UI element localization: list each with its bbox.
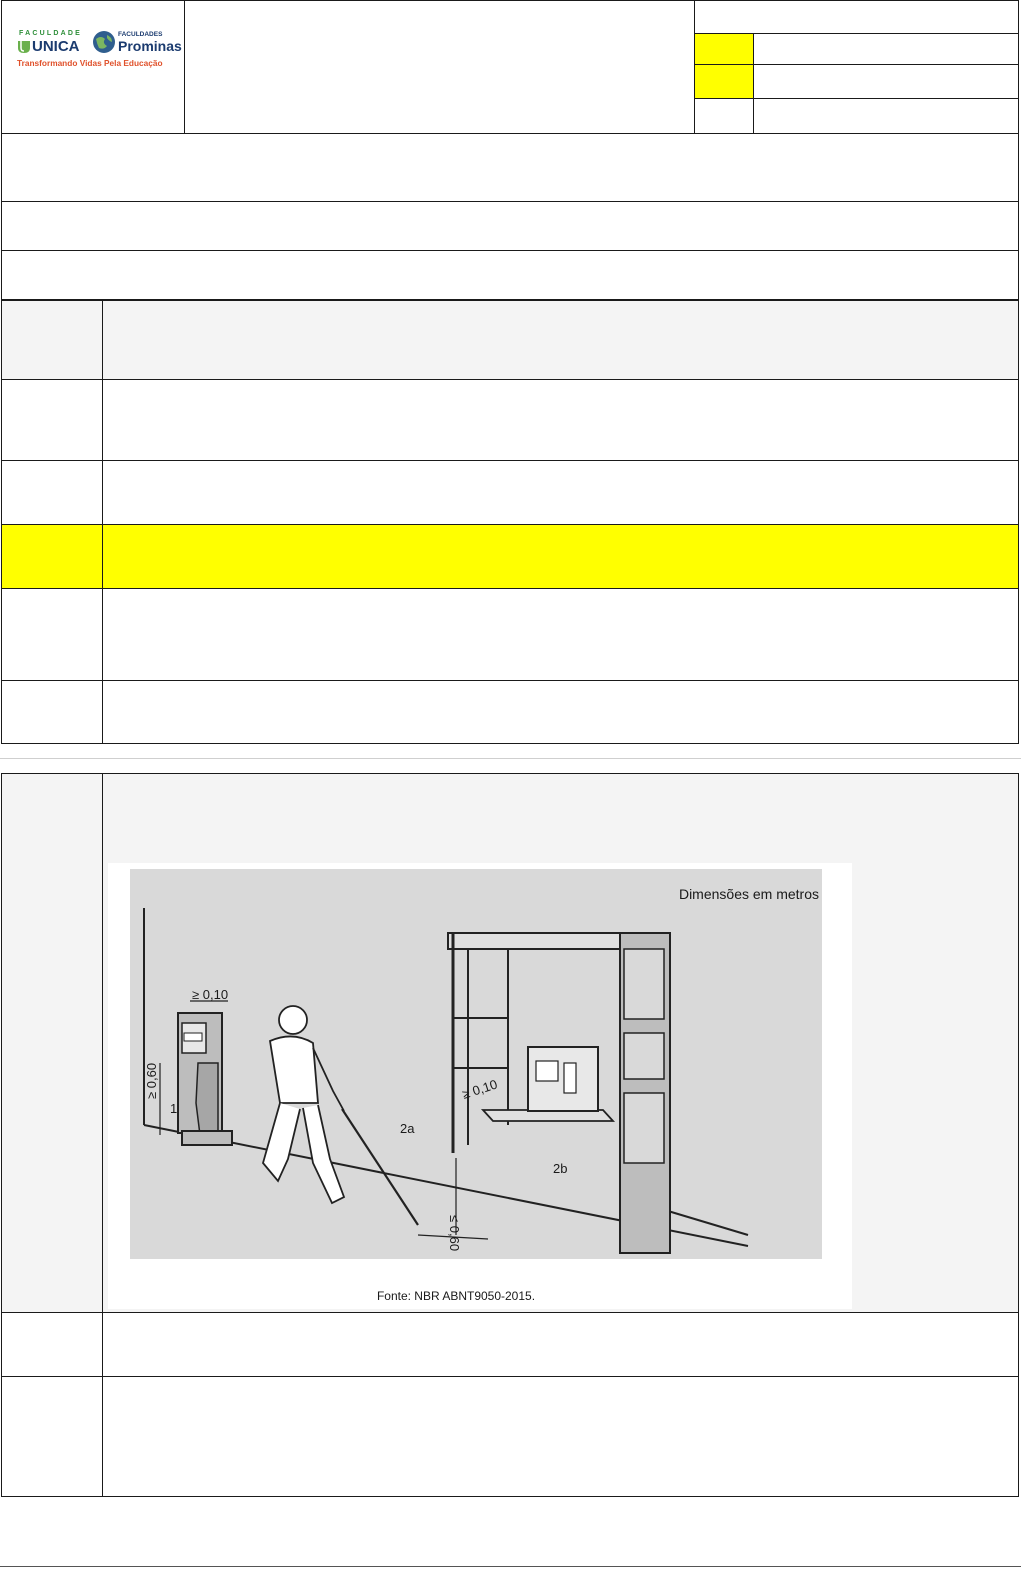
globe-icon [92, 30, 116, 54]
figure-label-2b: 2b [553, 1161, 568, 1176]
q2-option-b-text [103, 1377, 1019, 1497]
course-row [1, 134, 1019, 202]
logo-faculdade-text: FACULDADE [19, 30, 82, 37]
q1-option-b-text [103, 461, 1019, 525]
info-row-top [695, 0, 1019, 34]
q1-option-d-letter [1, 589, 103, 681]
page-separator [0, 758, 1021, 759]
logo-cell [1, 0, 185, 133]
info-key-1 [695, 34, 754, 65]
q2-number-cell [1, 773, 103, 1313]
q1-option-b-letter [1, 461, 103, 525]
q2-option-a-text [103, 1313, 1019, 1377]
figure-source: Fonte: NBR ABNT9050-2015. [376, 1289, 536, 1303]
info-key-2 [695, 65, 754, 99]
q1-number-cell [1, 301, 103, 380]
logo-prominas-text: Prominas [118, 38, 182, 54]
q1-option-d-text [103, 589, 1019, 681]
figure-dim-height-right: ≤ 0,60 [447, 1215, 462, 1252]
q1-statement-cell [103, 301, 1019, 380]
q2-option-a-letter [1, 1313, 103, 1377]
info-value-3 [754, 99, 1019, 133]
logo-unica-text: UNICA [32, 38, 80, 55]
figure-container [108, 863, 852, 1309]
student-row [1, 251, 1019, 301]
title-cell [185, 0, 695, 133]
q1-option-a-letter [1, 380, 103, 461]
q2-option-b-letter [1, 1377, 103, 1497]
q1-option-e-letter [1, 681, 103, 744]
figure-units-note: Dimensões em metros [678, 886, 819, 902]
q1-option-c-text [103, 525, 1019, 589]
figure-dim-height-left: ≥ 0,60 [144, 1062, 159, 1099]
page-bottom-line [0, 1566, 1021, 1567]
q1-option-e-text [103, 681, 1019, 744]
figure-label-2a: 2a [400, 1121, 415, 1136]
info-value-1 [754, 34, 1019, 65]
q1-option-a-text [103, 380, 1019, 461]
figure-dim-top-left: ≥ 0,10 [192, 987, 229, 1002]
logo-tagline: Transformando Vidas Pela Educação [17, 58, 163, 68]
figure-label-1: 1 [170, 1101, 178, 1116]
discipline-row [1, 202, 1019, 251]
figure-dim-shelf: ≥ 0,10 [460, 1076, 500, 1102]
info-value-2 [754, 65, 1019, 99]
logo [17, 28, 182, 73]
accessibility-figure [108, 863, 852, 1309]
info-key-3 [695, 99, 754, 133]
shield-icon [17, 40, 31, 54]
q2-statement-cell [103, 773, 1019, 1313]
q1-option-c-letter [1, 525, 103, 589]
logo-faculdades-text: FACULDADES [118, 31, 163, 38]
